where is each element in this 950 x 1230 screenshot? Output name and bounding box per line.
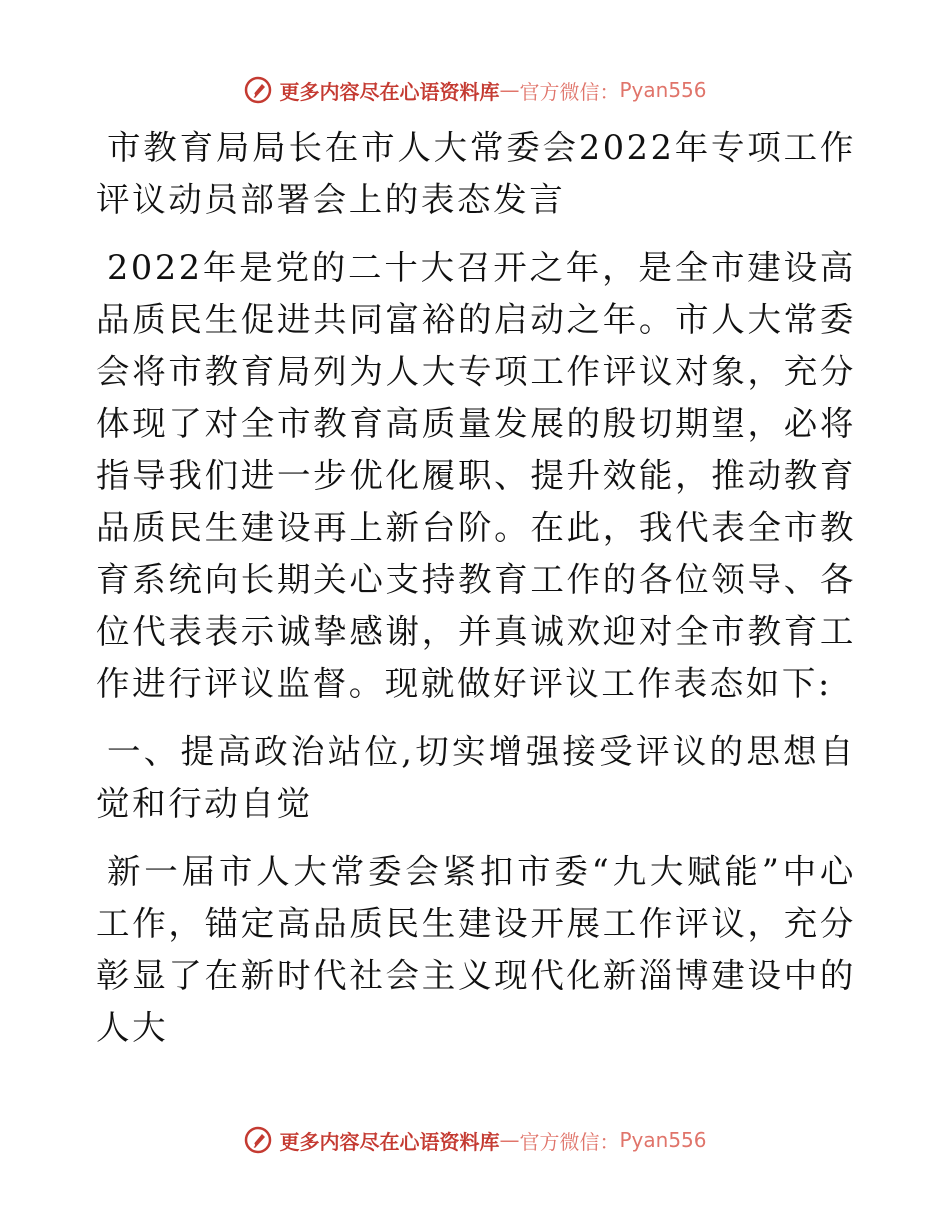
pen-logo-icon	[243, 75, 273, 105]
document-body	[96, 122, 856, 1070]
paragraph-section-1: 新一届市人大常委会紧扣市委“九大赋能”中心工作，锚定高品质民生建设开展工作评议，充分彰显了在新时代社会主义现代化新淄博建设中的人大	[96, 852, 856, 1047]
watermark-dash: —	[499, 1128, 520, 1152]
watermark-dash: —	[499, 78, 520, 102]
watermark-slogan: 更多内容尽在心语资料库	[279, 1129, 500, 1154]
watermark-wechat-label: 官方微信：	[519, 1129, 620, 1154]
section-heading-1: 一、提高政治站位,切实增强接受评议的思想自觉和行动自觉	[96, 732, 856, 823]
watermark-banner-bottom	[0, 1120, 950, 1160]
document-title: 市教育局局长在市人大常委会2022年专项工作评议动员部署会上的表态发言	[96, 128, 856, 219]
paragraph-intro: 2022年是党的二十大召开之年，是全市建设高品质民生促进共同富裕的启动之年。市人大常委会将市教育局列为人大专项工作评议对象，充分体现了对全市教育高质量发展的殷切期望，必将指导我们进一步优化履职、提升效能，推动教育品质民生建设再上新台阶。在此，我代表全市教育系统向长期关心支持教育工作的各位领导、各位代表表示诚挚感谢，并真诚欢迎对全市教育工作进行评议监督。现就做好评议工作表态如下:	[96, 248, 856, 703]
pen-logo-icon	[243, 1125, 273, 1155]
watermark-slogan: 更多内容尽在心语资料库	[279, 79, 500, 104]
watermark-wechat-id: Pyan556	[619, 1128, 707, 1152]
watermark-wechat-label: 官方微信：	[519, 79, 620, 104]
watermark-wechat-id: Pyan556	[619, 78, 707, 102]
watermark-banner-top	[0, 70, 950, 110]
